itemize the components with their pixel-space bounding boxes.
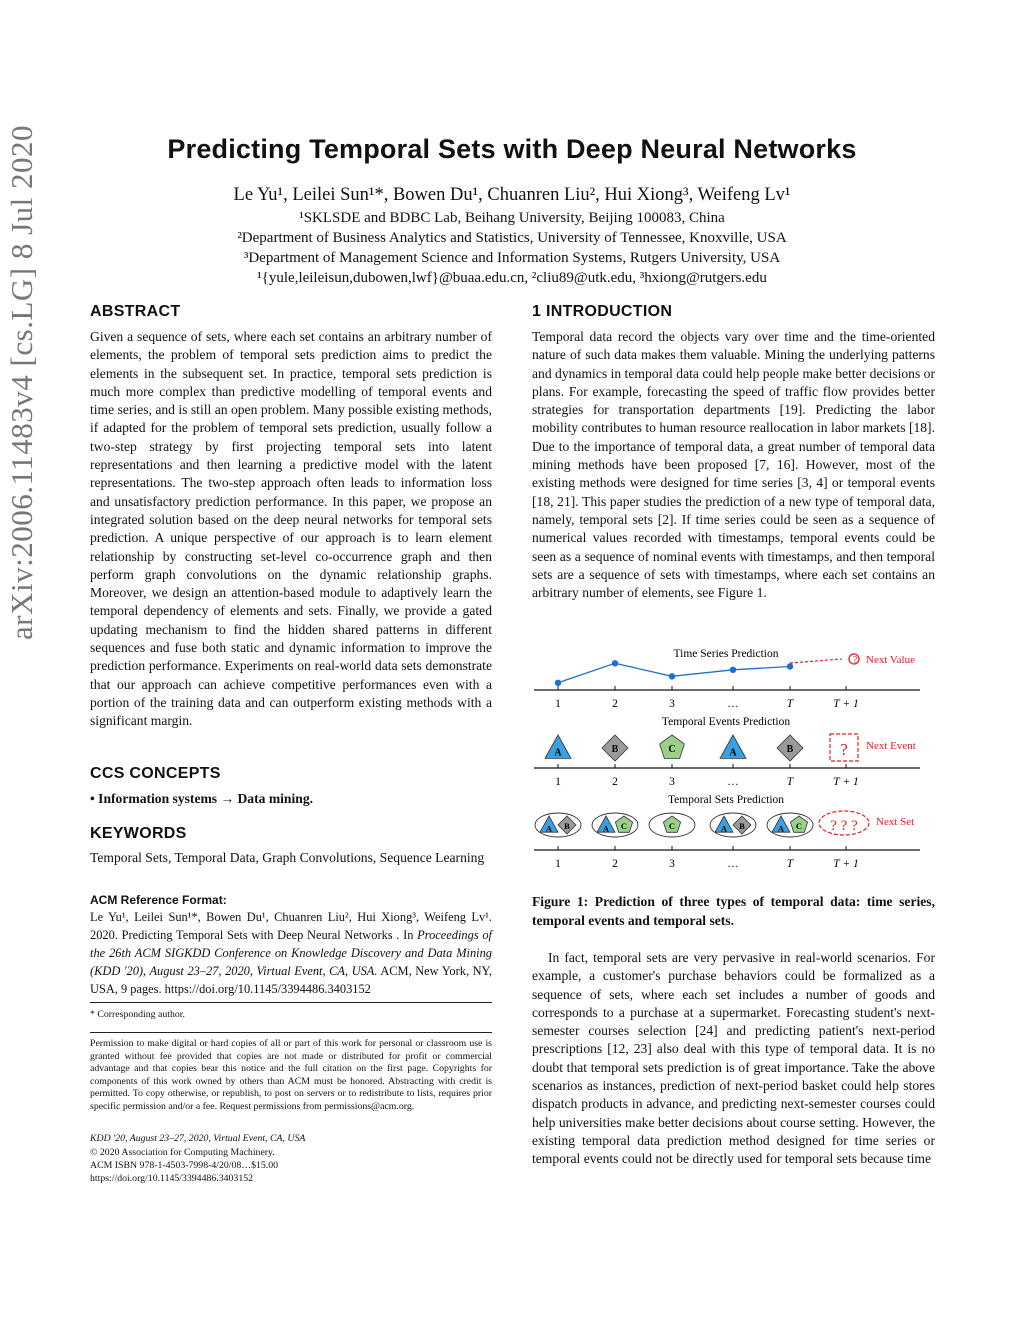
copyright-line: © 2020 Association for Computing Machinery. xyxy=(90,1147,275,1158)
next-event-qmark: ? xyxy=(840,740,848,759)
ccs-heading: CCS CONCEPTS xyxy=(90,765,221,782)
next-event-label: Next Event xyxy=(866,740,916,752)
tick-label: 2 xyxy=(612,858,618,870)
acm-ref-italic: Proceedings of the 26th ACM SIGKDD Conference on Knowledge Discovery and Data Mining (KDD '20), August 23–27, 2020, Virtual Event, CA, USA. xyxy=(90,928,492,978)
arxiv-identifier: arXiv:2006.11483v4 [cs.LG] 8 Jul 2020 xyxy=(4,124,39,640)
series-line xyxy=(558,663,790,683)
next-set-label: Next Set xyxy=(876,816,915,828)
series-point xyxy=(555,680,561,686)
intro-paragraph-2: In fact, temporal sets are very pervasive in real-world scenarios. For example, a customer's purchase behaviors could be formalized as a sequence of sets, where each set includes a number of goods and corresponds to a purchase at a supermarket. Forecasting student's next-semester courses selection [24] and predicting patient's next-period prescriptions [12, 23] also deal with this type of temporal data. It is no doubt that temporal sets prediction is of great importance. Take the above scenarios as instances, prediction of next-period basket could help stores dispatch products in advance, and predicting next-semester courses could help universities make better decisions about course setting. However, the existing temporal data prediction method designed for time series or temporal events could not be directly used for temporal sets because time xyxy=(532,950,935,1167)
tick-label: 2 xyxy=(612,698,618,710)
keywords-text: Temporal Sets, Temporal Data, Graph Convolutions, Sequence Learning xyxy=(90,850,485,865)
footnote-rule xyxy=(90,1002,492,1003)
tick-label: T xyxy=(786,858,794,870)
doi-link[interactable]: https://doi.org/10.1145/3394486.3403152 xyxy=(90,1173,254,1184)
tick-label: T + 1 xyxy=(833,858,859,870)
tick-label: 1 xyxy=(555,698,561,710)
affiliation-1: ¹SKLSDE and BDBC Lab, Beihang University, Beijing 100083, China xyxy=(299,210,725,226)
intro-paragraph-1: Temporal data record the objects vary over time and the time-oriented nature of such data makes them valuable. Mining the underlying patterns and dynamics in temporal data could help people make better decisions or plans. For example, forecasting the speed of traffic flow provides better strategies for transportation departments [19]. Predicting the labor mobility contributes to human resource reallocation in labor markets [18]. Due to the importance of temporal data, a great number of temporal data mining methods have been proposed [7, 16]. However, most of the existing methods were designed for time series [3, 4] or temporal events [18, 21]. This paper studies the prediction of a new type of temporal data, namely, temporal sets [2]. If time series could be seen as a sequence of numerical values recorded with timestamps, temporal events could be seen as a sequence of nominal events with timestamps, and then temporal sets are a sequence of sets with timestamps, where each set contains an arbitrary number of elements, see Figure 1. xyxy=(532,329,935,601)
next-value-qmark: ? xyxy=(852,655,858,666)
tick-label: 1 xyxy=(555,776,561,788)
keywords-heading: KEYWORDS xyxy=(90,825,187,842)
intro-heading: 1 INTRODUCTION xyxy=(532,303,673,320)
affiliation-2: ²Department of Business Analytics and Statistics, University of Tennessee, Knoxville, USA xyxy=(237,230,787,246)
shape-label: B xyxy=(564,821,570,831)
shape-label: A xyxy=(554,747,562,759)
shape-label: A xyxy=(602,823,610,834)
shape-label: C xyxy=(668,821,676,831)
shape-label: A xyxy=(720,823,728,834)
isbn-line: ACM ISBN 978-1-4503-7998-4/20/08…$15.00 xyxy=(90,1160,279,1171)
shape-label: A xyxy=(777,823,785,834)
ccs-text: • Information systems → Data mining. xyxy=(90,791,314,806)
tick-label: T xyxy=(786,776,794,788)
series-point xyxy=(612,660,618,666)
abstract-text: Given a sequence of sets, where each set contains an arbitrary number of elements, the problem of temporal sets prediction aims to predict the elements in the subsequent set. In practice, temporal sets prediction is much more complex than predictive modelling of temporal events and time series, and is still an open problem. Many possible existing methods, if adapted for the problem of temporal sets prediction, usually follow a two-step strategy by first projecting temporal sets into latent representations and then learning a predictive model with the latent representations. The two-step approach often leads to information loss and unsatisfactory prediction performance. In this paper, we propose an integrated solution based on the deep neural networks for temporal sets prediction. A unique perspective of our approach is to learn element relationship by constructing set-level co-occurrence graph and then perform graph convolutions on the dynamic relationship graphs. Moreover, we design an attention-based module to adaptively learn the temporal dependency of elements and sets. Finally, we provide a gated updating mechanism to find the hidden shared patterns in different sequences and fuse both static and dynamic information to improve the prediction performance. Experiments on real-world data sets demonstrate that our approach can achieve competitive performances even with a portion of the training data and can outperform existing methods with a significant margin. xyxy=(90,329,492,729)
panel3-title: Temporal Sets Prediction xyxy=(667,794,785,806)
conference-line: KDD '20, August 23–27, 2020, Virtual Event, CA, USA xyxy=(90,1133,306,1144)
tick-label: … xyxy=(727,776,739,788)
panel1-title: Time Series Prediction xyxy=(673,648,779,660)
acm-ref-tail: ACM, New York, NY, USA, 9 pages. https://doi.org/10.1145/3394486.3403152 xyxy=(90,964,493,996)
tick-label: 3 xyxy=(669,776,675,788)
tick-label: … xyxy=(727,698,739,710)
forecast-dash xyxy=(790,659,842,663)
shape-label: B xyxy=(739,821,745,831)
footnote: * Corresponding author. xyxy=(90,1009,185,1020)
shape-label: A xyxy=(729,747,737,759)
tick-label: T + 1 xyxy=(833,776,859,788)
author-emails: ¹{yule,leileisun,dubowen,lwf}@buaa.edu.cn, ²cliu89@utk.edu, ³hxiong@rutgers.edu xyxy=(257,270,767,286)
series-point xyxy=(669,673,675,679)
panel2-title: Temporal Events Prediction xyxy=(661,716,791,728)
tick-label: 3 xyxy=(669,858,675,870)
shape-label: C xyxy=(668,744,676,755)
acm-ref-heading: ACM Reference Format: xyxy=(90,893,227,907)
abstract-heading: ABSTRACT xyxy=(90,303,181,320)
shape-label: C xyxy=(620,821,628,831)
series-point xyxy=(787,663,793,669)
permission-text: Permission to make digital or hard copies of all or part of this work for personal or classroom use is granted without fee provided that copies are not made or distributed for profit or commercial advantage and that copies bear this notice and the full citation on the first page. Copyrights for components of this work owned by others than ACM must be honored. Abstracting with credit is permitted. To copy otherwise, or republish, to post on servers or to redistribute to lists, requires prior specific permission and/or a fee. Request permissions from permissions@acm.org. xyxy=(90,1038,492,1112)
time-series-line xyxy=(555,660,793,686)
shape-label: B xyxy=(611,744,619,755)
next-value-label: Next Value xyxy=(866,654,915,666)
set-groups xyxy=(535,813,813,837)
shape-label: A xyxy=(545,823,553,834)
acm-ref-plain: Le Yu¹, Leilei Sun¹*, Bowen Du¹, Chuanren Liu², Hui Xiong³, Weifeng Lv¹. 2020. Predicting Temporal Sets with Deep Neural Networks . In xyxy=(90,910,492,942)
shape-label: C xyxy=(795,821,803,831)
acm-ref-text xyxy=(90,908,492,998)
figure-1-caption: Figure 1: Prediction of three types of temporal data: time series, temporal events and temporal sets. xyxy=(532,894,935,928)
tick-label: T + 1 xyxy=(833,698,859,710)
tick-label: 2 xyxy=(612,776,618,788)
tick-label: 1 xyxy=(555,858,561,870)
author-list: Le Yu¹, Leilei Sun¹*, Bowen Du¹, Chuanren Liu², Hui Xiong³, Weifeng Lv¹ xyxy=(233,185,791,205)
shape-label: B xyxy=(786,744,794,755)
affiliation-3: ³Department of Management Science and Information Systems, Rutgers University, USA xyxy=(243,250,781,266)
event-shapes xyxy=(545,735,803,761)
permission-rule xyxy=(90,1032,492,1033)
paper-title: Predicting Temporal Sets with Deep Neural Networks xyxy=(167,134,857,164)
tick-label: 3 xyxy=(669,698,675,710)
tick-label: … xyxy=(727,858,739,870)
figure-1 xyxy=(528,642,926,872)
series-point xyxy=(730,667,736,673)
next-set-qmarks: ? ? ? xyxy=(830,818,858,834)
tick-label: T xyxy=(786,698,794,710)
